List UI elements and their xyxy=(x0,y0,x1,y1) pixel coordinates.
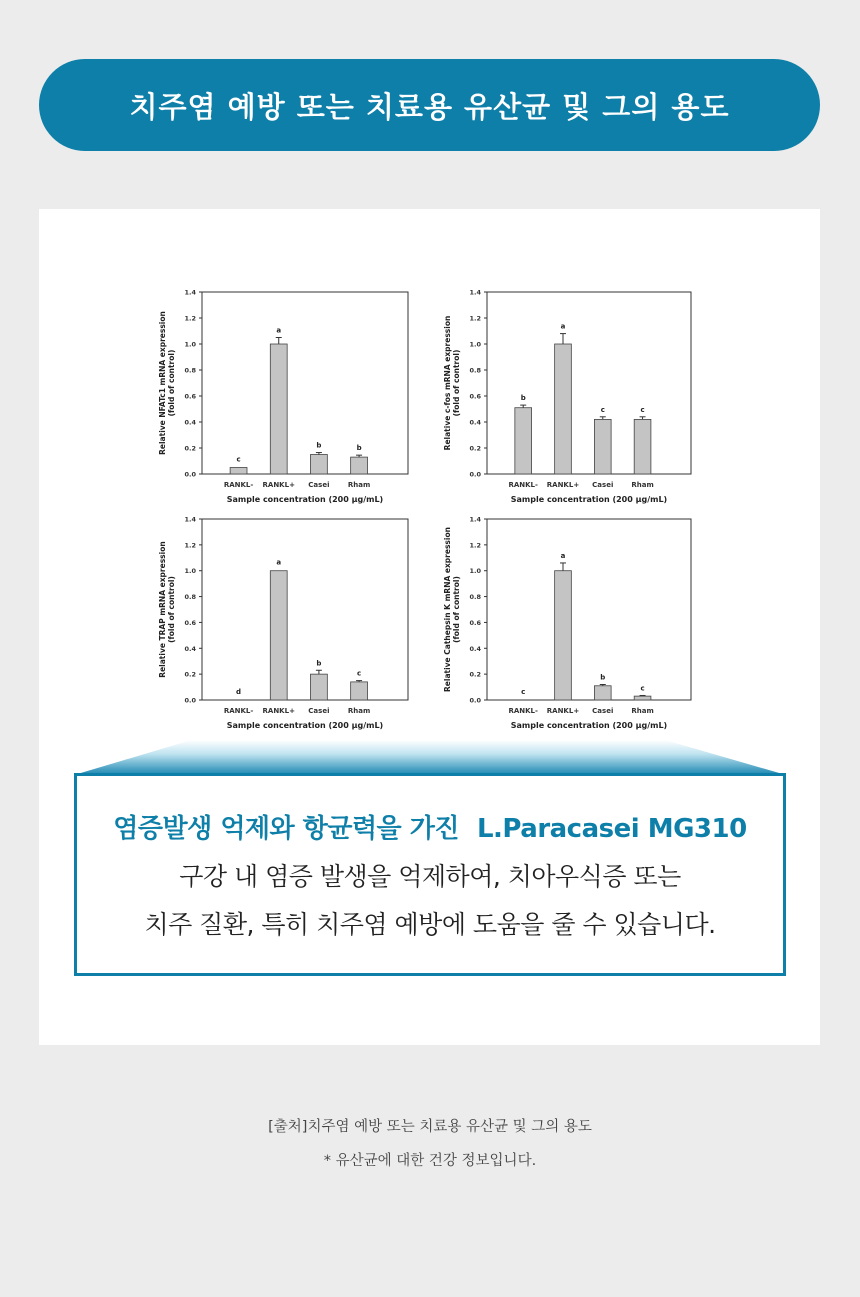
y-axis-sublabel: (fold of control) xyxy=(452,576,461,643)
x-category-label: Rham xyxy=(347,707,371,715)
callout-highlight xyxy=(77,808,783,845)
significance-label: d xyxy=(236,688,242,696)
x-category-label: Casei xyxy=(308,707,330,715)
y-tick-label: 1.0 xyxy=(469,340,481,349)
significance-label: a xyxy=(276,326,282,335)
source-citation: [출처]치주염 예방 또는 치료용 유산균 및 그의 용도 xyxy=(268,1119,592,1135)
y-tick-label: 0.6 xyxy=(184,618,196,627)
x-axis-label: Sample concentration (200 μg/mL) xyxy=(226,495,384,504)
significance-label: b xyxy=(316,441,322,450)
bar xyxy=(230,468,247,475)
significance-label: a xyxy=(560,322,566,331)
y-tick-label: 1.0 xyxy=(469,567,481,576)
y-tick-label: 0.4 xyxy=(184,644,196,653)
y-tick-label: 1.2 xyxy=(184,314,196,323)
bar xyxy=(515,408,532,474)
x-category-label: RANKL- xyxy=(223,707,254,715)
y-tick-label: 0.0 xyxy=(469,470,481,479)
x-category-label: RANKL+ xyxy=(262,707,295,715)
significance-label: c xyxy=(521,688,526,696)
y-tick-label: 1.4 xyxy=(184,288,196,297)
bar xyxy=(594,419,611,474)
y-tick-label: 0.4 xyxy=(469,418,481,427)
x-category-label: RANKL- xyxy=(508,481,538,489)
x-category-label: RANKL+ xyxy=(546,707,580,715)
bar xyxy=(310,455,327,475)
x-axis-label: Sample concentration (200 μg/mL) xyxy=(226,721,384,730)
y-tick-label: 0.0 xyxy=(469,696,481,705)
x-category-label: Casei xyxy=(308,481,330,489)
bar xyxy=(634,696,651,700)
strain-name: L.Paracasei MG310 xyxy=(476,814,747,844)
plot-frame xyxy=(202,292,408,474)
y-tick-label: 0.2 xyxy=(184,444,196,453)
significance-label: b xyxy=(600,673,606,682)
bar xyxy=(310,674,327,700)
significance-label: c xyxy=(356,669,362,678)
x-category-label: RANKL+ xyxy=(546,481,580,489)
x-category-label: RANKL- xyxy=(508,707,538,715)
significance-label: c xyxy=(640,684,645,693)
x-category-label: Casei xyxy=(592,481,614,489)
y-tick-label: 1.4 xyxy=(469,288,481,297)
bar xyxy=(555,571,572,700)
x-category-label: RANKL- xyxy=(223,481,254,489)
y-tick-label: 0.4 xyxy=(184,418,196,427)
y-tick-label: 0.8 xyxy=(184,366,196,375)
callout-highlight-text: 염증발생 억제와 항균력을 가진 xyxy=(113,814,459,844)
callout-line-2: 치주 질환, 특히 치주염 예방에 도움을 줄 수 있습니다. xyxy=(144,910,716,939)
x-axis-label: Sample concentration (200 μg/mL) xyxy=(510,721,668,730)
bar xyxy=(594,686,611,700)
significance-label: a xyxy=(560,551,566,560)
y-axis-sublabel: (fold of control) xyxy=(167,349,176,417)
y-tick-label: 0.8 xyxy=(469,366,481,375)
x-category-label: Rham xyxy=(347,481,371,489)
x-category-label: RANKL+ xyxy=(262,481,295,489)
x-category-label: Rham xyxy=(631,481,654,489)
y-tick-label: 0.2 xyxy=(469,444,481,453)
bar xyxy=(351,682,368,700)
y-tick-label: 0.6 xyxy=(469,618,481,627)
bar xyxy=(270,344,287,474)
y-axis-sublabel: (fold of control) xyxy=(167,576,176,643)
y-axis-label: Relative Cathepsin K mRNA expression xyxy=(443,527,452,692)
y-tick-label: 0.8 xyxy=(184,593,196,602)
y-tick-label: 0.6 xyxy=(184,392,196,401)
significance-label: a xyxy=(276,558,282,567)
plot-frame xyxy=(487,519,691,700)
info-note: * 유산균에 대한 건강 정보입니다. xyxy=(323,1153,537,1169)
significance-label: b xyxy=(316,659,322,668)
y-tick-label: 1.4 xyxy=(469,515,481,524)
y-tick-label: 0.2 xyxy=(184,670,196,679)
y-tick-label: 0.0 xyxy=(184,696,196,705)
y-tick-label: 1.0 xyxy=(184,340,196,349)
footer xyxy=(0,1110,860,1178)
y-tick-label: 1.0 xyxy=(184,567,196,576)
y-axis-label: Relative TRAP mRNA expression xyxy=(158,541,167,678)
y-axis-label: Relative c-fos mRNA expression xyxy=(443,315,452,451)
bar xyxy=(270,571,287,700)
bar xyxy=(634,419,651,474)
y-tick-label: 1.2 xyxy=(184,541,196,550)
y-tick-label: 0.4 xyxy=(469,644,481,653)
significance-label: c xyxy=(640,405,645,414)
callout-line-1: 구강 내 염증 발생을 억제하여, 치아우식증 또는 xyxy=(179,862,681,891)
x-axis-label: Sample concentration (200 μg/mL) xyxy=(510,495,668,504)
y-tick-label: 0.0 xyxy=(184,470,196,479)
significance-label: c xyxy=(600,405,605,414)
significance-label: b xyxy=(520,394,526,403)
y-tick-label: 1.4 xyxy=(184,515,196,524)
chart-grid xyxy=(39,209,820,749)
y-axis-label: Relative NFATc1 mRNA expression xyxy=(158,311,167,455)
bar xyxy=(555,344,572,474)
x-category-label: Rham xyxy=(631,707,654,715)
y-tick-label: 0.6 xyxy=(469,392,481,401)
plot-frame xyxy=(202,519,408,700)
y-tick-label: 0.2 xyxy=(469,670,481,679)
y-axis-sublabel: (fold of control) xyxy=(452,349,461,417)
y-tick-label: 1.2 xyxy=(469,314,481,323)
x-category-label: Casei xyxy=(592,707,614,715)
title-banner xyxy=(39,59,820,151)
significance-label: b xyxy=(356,444,362,453)
y-tick-label: 1.2 xyxy=(469,541,481,550)
callout-box xyxy=(74,773,786,976)
y-tick-label: 0.8 xyxy=(469,593,481,602)
bar xyxy=(351,457,368,474)
callout-pointer xyxy=(74,740,786,775)
significance-label: c xyxy=(236,455,241,464)
page-title: 치주염 예방 또는 치료용 유산균 및 그의 용도 xyxy=(129,89,730,124)
